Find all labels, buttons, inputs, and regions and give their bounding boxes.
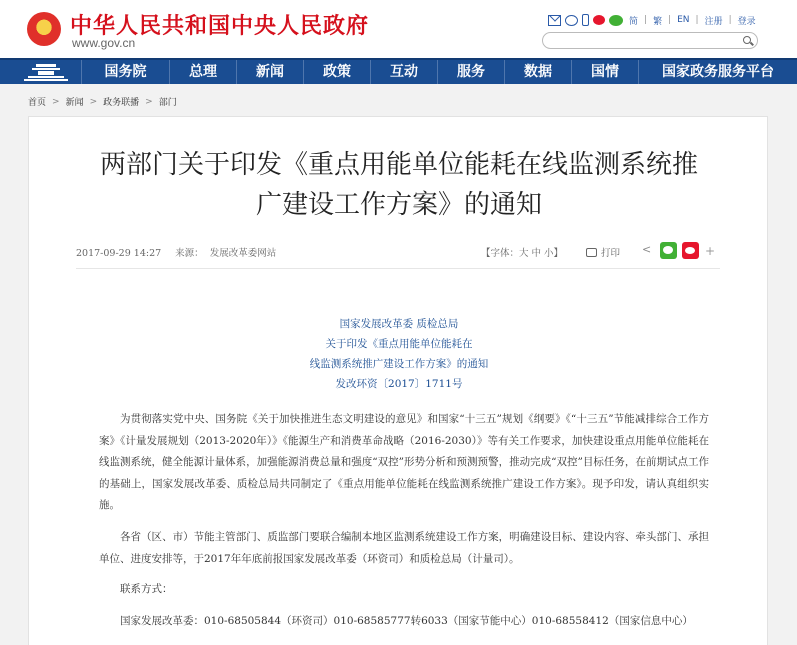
source-label: 来源： [175, 248, 204, 259]
breadcrumb-arrow-icon: > [145, 96, 153, 107]
share-bar [642, 242, 715, 259]
header-tools [548, 12, 758, 28]
article-title [99, 145, 699, 225]
breadcrumb-arrow-icon: > [52, 96, 60, 107]
site-header [0, 0, 797, 58]
publish-date: 2017-09-29 14:27 [76, 248, 162, 259]
mail-icon[interactable] [548, 15, 561, 26]
document-header [99, 314, 699, 394]
nav-item-data[interactable]: 数据 [504, 60, 571, 84]
article-title-line: 两部门关于印发《重点用能单位能耗在线监测系统推 [99, 150, 698, 180]
divider: | [728, 15, 732, 25]
mobile-icon[interactable] [582, 14, 589, 26]
printer-icon [586, 248, 597, 257]
breadcrumb-departments[interactable]: 部门 [158, 98, 177, 108]
search-icon[interactable] [743, 36, 751, 44]
lang-simplified-link[interactable]: 简 [629, 16, 639, 27]
print-label: 打印 [601, 248, 621, 259]
register-link[interactable]: 注册 [704, 16, 723, 27]
breadcrumb-home[interactable]: 首页 [28, 98, 47, 108]
document-number: 发改环资〔2017〕1711号 [335, 378, 463, 390]
divider: | [668, 15, 672, 25]
divider: | [695, 15, 699, 25]
nav-items [81, 60, 797, 84]
breadcrumb-arrow-icon: > [89, 96, 98, 107]
source-name[interactable]: 发展改革委网站 [209, 248, 277, 259]
article-paragraph: 国家发展改革委：010-68505844（环资司）010-68585777转6033（国家节能中心）010-68558412（国家信息中心） [120, 615, 693, 627]
tiananmen-icon[interactable] [22, 64, 70, 81]
article-paragraph: 为贯彻落实党中央、国务院《关于加快推进生态文明建设的意见》和国家“十三五”规划《纲要》《“十三五”节能减排综合工作方案》《计量发展规划（2013-2020年）》《能源生产和消费革命战略（2016-2030）》等有关工作要求，加快建设重点用能单位能耗在线监测系统，健全能源计量体系，加强能源消费总量和强度“双控”形势分析和预测预警，推动完成“双控”目标任务，在前期试点工作的基础上，国家发展改革委、质检总局共同制定了《重点用能单位能耗在线监测系统推广建设工作方案》。现予印发，请认真组织实施。 [99, 413, 709, 511]
national-emblem-icon[interactable] [27, 12, 61, 46]
document-issuers: 国家发展改革委 质检总局 [339, 318, 459, 330]
breadcrumb-gov-news[interactable]: 政务联播 [103, 98, 140, 108]
article-card [28, 116, 768, 645]
wechat-icon[interactable] [609, 15, 623, 26]
article-paragraph: 联系方式： [120, 583, 173, 595]
article-title-line: 广建设工作方案》的通知 [255, 190, 542, 220]
meta-divider [76, 268, 720, 269]
share-icon[interactable] [642, 246, 652, 256]
login-link[interactable]: 登录 [737, 16, 756, 27]
main-nav [0, 58, 797, 84]
lang-traditional-link[interactable]: 繁 [653, 16, 663, 27]
nav-item-policy[interactable]: 政策 [303, 60, 370, 84]
nav-item-interaction[interactable]: 互动 [370, 60, 437, 84]
weibo-icon[interactable] [593, 15, 605, 25]
wechat-share-icon[interactable] [660, 242, 677, 259]
nav-item-national-info[interactable]: 国情 [571, 60, 638, 84]
nav-item-news[interactable]: 新闻 [236, 60, 303, 84]
article-paragraph: 各省（区、市）节能主管部门、质监部门要联合编制本地区监测系统建设工作方案，明确建设目标、建设内容、牵头部门、承担单位、进度安排等，于2017年年底前报国家发展改革委（环资司）和质检总局（计量司）。 [99, 531, 709, 565]
lang-english-link[interactable]: EN [677, 15, 690, 25]
document-title-line: 关于印发《重点用能单位能耗在 [325, 338, 473, 350]
nav-item-service-platform[interactable]: 国家政务服务平台 [638, 60, 797, 84]
print-button[interactable] [586, 245, 620, 259]
rss-icon[interactable] [565, 15, 578, 26]
divider: | [644, 15, 648, 25]
breadcrumb [28, 95, 177, 108]
nav-item-premier[interactable]: 总理 [169, 60, 236, 84]
nav-item-state-council[interactable]: 国务院 [81, 60, 169, 84]
weibo-share-icon[interactable] [682, 242, 699, 259]
font-size-control[interactable]: 【字体：大 中 小】 [481, 248, 564, 259]
search-input[interactable] [542, 32, 758, 49]
article-meta [76, 245, 720, 259]
site-url[interactable]: www.gov.cn [72, 36, 136, 50]
document-title-line: 线监测系统推广建设工作方案》的通知 [309, 358, 489, 370]
nav-item-services[interactable]: 服务 [437, 60, 504, 84]
breadcrumb-news[interactable]: 新闻 [65, 98, 84, 108]
more-share-icon[interactable]: + [705, 243, 716, 258]
site-title[interactable]: 中华人民共和国中央人民政府 [70, 14, 370, 39]
